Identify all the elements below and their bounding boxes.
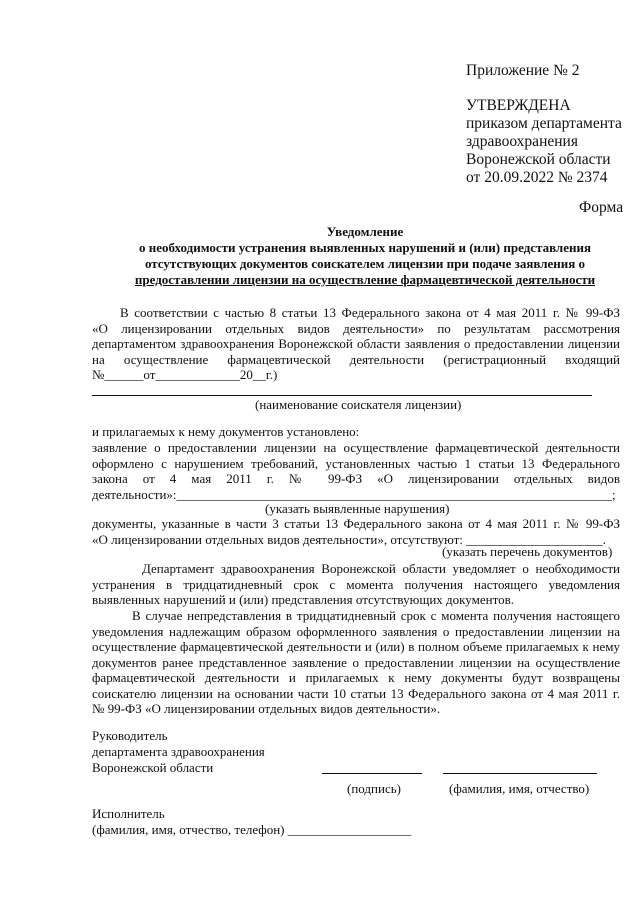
full-name-caption: (фамилия, имя, отчество) [449,781,590,796]
form-label: Форма [579,199,624,216]
applicant-caption: (наименование соискателя лицензии) [255,397,462,412]
approval-order-line: Воронежской области [466,151,611,168]
intro-paragraph: В соответствии с частью 8 статьи 13 Федерального закона от 4 мая 2011 г. № 99-ФЗ «О лицензировании отдельных видов деятельности» по результатам рассмотрения департаментом здравоохранения Воронежской области заявления о предоставлении лицензии на осуществление фармацевтической деятельности (регистрационный входящий №______от_____________20__г.) [92,305,620,382]
approved-stamp: УТВЕРЖДЕНА [466,97,571,114]
executor-contact-line: (фамилия, имя, отчество, телефон) ___________________ [92,822,412,837]
signatory-region: Воронежской области [92,760,214,775]
violation-paragraph: заявление о предоставлении лицензии на осуществление фармацевтической деятельности оформлено с нарушением требований, установленных частью 1 статьи 13 Федерального закона от 4 мая 2011 г. № 99-ФЗ «О лицензировании отдельных видов деятельности»:___________________________________________________________________; [92,440,620,502]
signatory-position: Руководитель [92,728,168,743]
violation-caption: (указать выявленные нарушения) [265,501,450,516]
missing-documents-caption: (указать перечень документов) [442,544,613,559]
signatory-department: департамента здравоохранения [92,744,265,759]
signature-line [322,773,422,774]
approval-order-line: приказом департамента [466,115,622,132]
notice-title: Уведомление [326,224,404,239]
established-text: и прилагаемых к нему документов установлено: [92,424,360,439]
missing-documents-paragraph: документы, указанные в части 3 статьи 13 Федерального закона от 4 мая 2011 г. № 99-ФЗ «О лицензировании отдельных видов деятельности», отсутствуют: _____________________. [92,516,620,547]
signature-caption: (подпись) [347,781,401,796]
return-paragraph: В случае непредставления в тридцатидневный срок с момента получения настоящего уведомления надлежащим образом оформленного заявления о предоставлении лицензии на осуществление фармацевтической деятельности и (или) в полном объеме прилагаемых к нему документов ранее представленное заявление о предоставлении лицензии на осуществление фармацевтической деятельности и прилагаемых к нему документы будут возвращены соискателю лицензии на основании части 10 статьи 13 Федерального закона от 4 мая 2011 г. № 99-ФЗ «О лицензировании отдельных видов деятельности». [92,608,620,716]
notice-subtitle-line: о необходимости устранения выявленных нарушений и (или) представления [138,240,592,255]
appendix-number: Приложение № 2 [466,62,580,79]
notice-paragraph: Департамент здравоохранения Воронежской области уведомляет о необходимости устранения в тридцатидневный срок с момента получения настоящего уведомления выявленных нарушений и (или) представления отсутствующих документов. [92,561,620,607]
applicant-name-line [92,395,592,396]
approval-order-date: от 20.09.2022 № 2374 [466,169,608,186]
executor-label: Исполнитель [92,806,165,821]
notice-subtitle-line: предоставлении лицензии на осуществление фармацевтической деятельности [134,272,596,287]
notice-subtitle-line: отсутствующих документов соискателем лицензии при подаче заявления о [144,256,586,271]
approval-order-line: здравоохранения [466,133,578,150]
full-name-line [443,773,597,774]
